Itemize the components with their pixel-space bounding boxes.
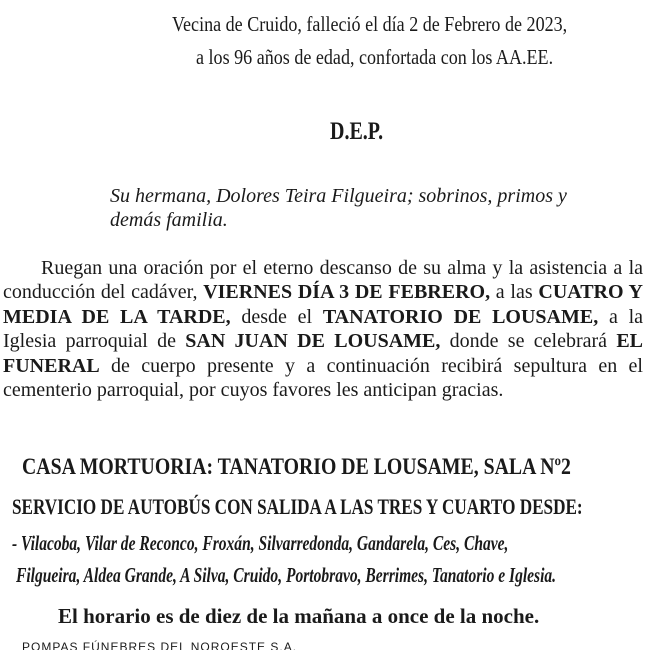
opening-hours: El horario es de diez de la mañana a once de la noche. (58, 604, 540, 628)
body-text-4: a la Iglesia parroquial de (3, 305, 643, 353)
intro-line-2: a los 96 años de edad, confortada con los AA.EE. (196, 45, 554, 69)
bus-stops-line-2: Filgueira, Aldea Grande, A Silva, Cruido, Portobravo, Berrimes, Tanatorio e Iglesia. (16, 563, 557, 587)
funeral-home-line: CASA MORTUORIA: TANATORIO DE LOUSAME, SALA Nº2 (22, 454, 571, 479)
body-text-3: desde el (230, 305, 323, 328)
intro-line-1: Vecina de Cruido, falleció el día 2 de Febrero de 2023, (172, 12, 568, 36)
church-name: SAN JUAN DE LOUSAME, (185, 330, 441, 353)
family-line-2: demás familia. (110, 209, 228, 231)
funeral-company-name: POMPAS FÚNEBRES DEL NOROESTE S.A. (22, 640, 298, 650)
body-text-5: donde se celebrará (440, 330, 617, 353)
body-text-6: de cuerpo presente y a continuación recibirá sepultura en el cementerio parroquial, por cuyos favores les anticipan gracias. (3, 354, 643, 402)
bus-stops-line-1: - Vilacoba, Vilar de Reconco, Froxán, Silvarredonda, Gandarela, Ces, Chave, (12, 531, 509, 555)
departure-place: TANATORIO DE LOUSAME, (322, 305, 599, 328)
funeral-date: VIERNES DÍA 3 DE FEBRERO, (203, 281, 491, 304)
dep-heading: D.E.P. (330, 118, 384, 145)
bus-service-title: SERVICIO DE AUTOBÚS CON SALIDA A LAS TRES Y CUARTO DESDE: (12, 494, 583, 519)
family-line-1: Su hermana, Dolores Teira Filgueira; sobrinos, primos y (110, 185, 567, 207)
funeral-time: CUATRO Y MEDIA DE LA TARDE, (3, 281, 643, 328)
funeral-label: EL FUNERAL (3, 330, 643, 377)
body-text-1: Ruegan una oración por el eterno descanso de su alma y la asistencia a la conducción del cadáver, (3, 257, 643, 304)
body-text-2: a las (490, 281, 539, 304)
funeral-details-paragraph (3, 256, 643, 402)
